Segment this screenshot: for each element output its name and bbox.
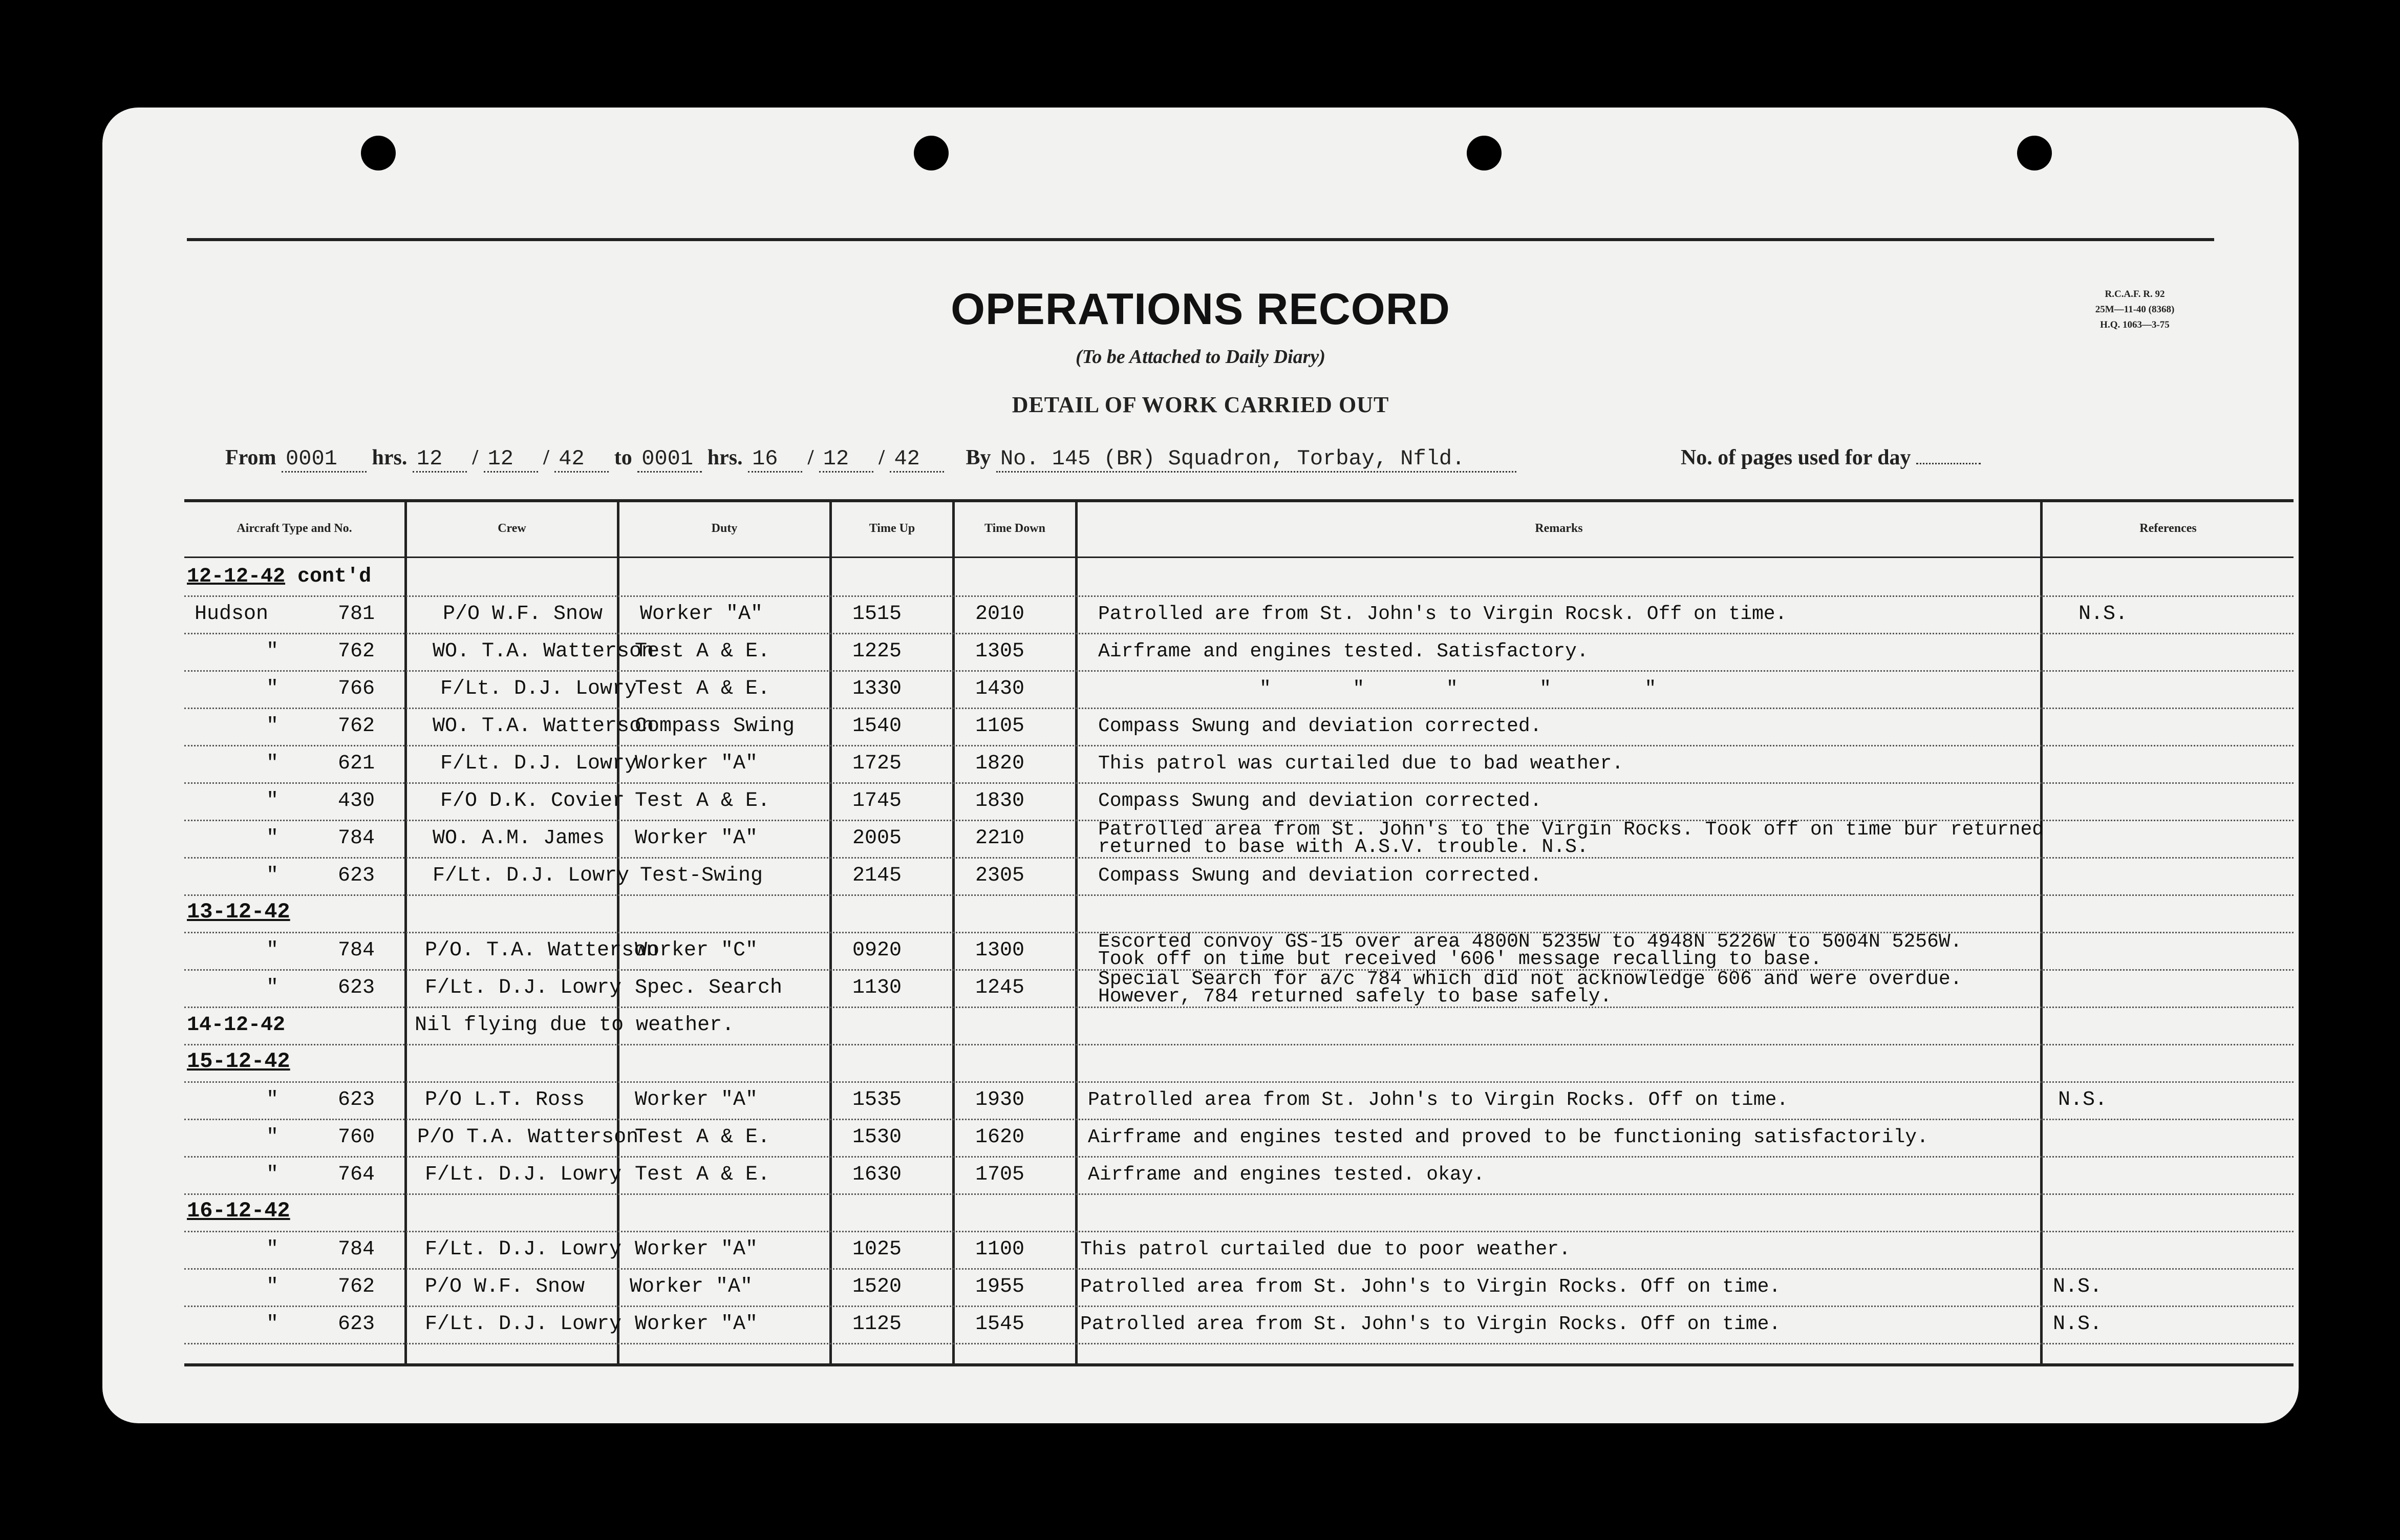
date-row xyxy=(184,1193,2294,1232)
table-row: Hudson 781 P/O W.F. Snow Worker "A" 1515 2010 Patrolled are from St. John's to Virgin Rocsk. Off on time. N.S. xyxy=(184,595,2294,634)
date-label: 15-12-42 xyxy=(187,1049,290,1074)
table-row: " 623 F/Lt. D.J. Lowry Test-Swing 2145 2305 Compass Swung and deviation corrected. xyxy=(184,857,2294,896)
col-references: References xyxy=(2139,522,2197,535)
date-row xyxy=(184,894,2294,933)
date-label: 13-12-42 xyxy=(187,900,290,924)
table-row: " 430 F/O D.K. Covier Test A & E. 1745 1830 Compass Swung and deviation corrected. xyxy=(184,782,2294,821)
from-day: 12 xyxy=(413,446,467,473)
record-card xyxy=(102,108,2299,1423)
col-time-down: Time Down xyxy=(984,522,1045,535)
from-month: 12 xyxy=(484,446,538,473)
punch-hole xyxy=(914,136,949,170)
table-row: " 784 P/O. T.A. Watterson Worker "C" 0920 1300 Escorted convoy GS-15 over area 4800N 5235W to 4948N 5226W to 5004N 5256W. Took off on time but received '606' message recalling to base. xyxy=(184,932,2294,971)
from-time: 0001 xyxy=(282,446,367,473)
date-row: 14-12-42 Nil flying due to weather. xyxy=(184,1007,2294,1045)
to-time: 0001 xyxy=(637,446,702,473)
period-line: From 0001 hrs. 12 / 12 / 42 to 0001 hrs. 16 / 12 / 42 By No. 145 (BR) Squadron, Torbay, Nfld. No. of pages used for day xyxy=(225,445,1981,476)
date-label: 14-12-42 xyxy=(187,1014,286,1037)
table-row: " 762 P/O W.F. Snow Worker "A" 1520 1955 Patrolled area from St. John's to Virgin Rocks. Off on time. N.S. xyxy=(184,1268,2294,1307)
col-aircraft: Aircraft Type and No. xyxy=(237,522,352,535)
table-row: " 784 F/Lt. D.J. Lowry Worker "A" 1025 1100 This patrol curtailed due to poor weather. xyxy=(184,1231,2294,1270)
table-row: " 762 WO. T.A. Watterson Test A & E. 1225 1305 Airframe and engines tested. Satisfactory. xyxy=(184,633,2294,672)
table-row: " 766 F/Lt. D.J. Lowry Test A & E. 1330 1430 " " " " " xyxy=(184,670,2294,709)
date-row xyxy=(184,558,2294,597)
date-label: 12-12-42 cont'd xyxy=(187,565,372,588)
unit-name: No. 145 (BR) Squadron, Torbay, Nfld. xyxy=(996,446,1516,473)
punch-hole xyxy=(361,136,396,170)
operations-table xyxy=(184,499,2294,1367)
top-rule xyxy=(187,238,2214,241)
table-row: " 760 P/O T.A. Watterson Test A & E. 1530 1620 Airframe and engines tested and proved to be functioning satisfactorily. xyxy=(184,1119,2294,1158)
page-title: OPERATIONS RECORD xyxy=(951,285,1450,334)
date-row xyxy=(184,1044,2294,1083)
table-bottom-rule xyxy=(184,1363,2294,1366)
to-month: 12 xyxy=(819,446,873,473)
to-year: 42 xyxy=(890,446,944,473)
table-row: " 764 F/Lt. D.J. Lowry Test A & E. 1630 1705 Airframe and engines tested. okay. xyxy=(184,1156,2294,1195)
col-crew: Crew xyxy=(498,522,526,535)
punch-hole xyxy=(2017,136,2052,170)
from-year: 42 xyxy=(554,446,609,473)
form-reference: R.C.A.F. R. 92 25M—11-40 (8368) H.Q. 1063—3-75 xyxy=(2095,289,2175,330)
section-heading: DETAIL OF WORK CARRIED OUT xyxy=(1012,392,1389,417)
table-row: " 623 F/Lt. D.J. Lowry Spec. Search 1130 1245 Special Search for a/c 784 which did not acknowledge 606 and were overdue. However, 784 returned safely to base safely. xyxy=(184,969,2294,1008)
table-row: " 623 P/O L.T. Ross Worker "A" 1535 1930 Patrolled area from St. John's to Virgin Rocks. Off on time. N.S. xyxy=(184,1081,2294,1120)
table-row: " 762 WO. T.A. Watterson Compass Swing 1540 1105 Compass Swung and deviation corrected. xyxy=(184,708,2294,746)
to-day: 16 xyxy=(748,446,802,473)
table-row: " 621 F/Lt. D.J. Lowry Worker "A" 1725 1820 This patrol was curtailed due to bad weather. xyxy=(184,745,2294,784)
date-label: 16-12-42 xyxy=(187,1199,290,1223)
col-duty: Duty xyxy=(711,522,738,535)
table-row: " 623 F/Lt. D.J. Lowry Worker "A" 1125 1545 Patrolled area from St. John's to Virgin Rocks. Off on time. N.S. xyxy=(184,1306,2294,1344)
page-subtitle: (To be Attached to Daily Diary) xyxy=(1076,346,1325,368)
punch-hole xyxy=(1467,136,1502,170)
col-time-up: Time Up xyxy=(869,522,915,535)
table-row: " 784 WO. A.M. James Worker "A" 2005 2210 Patrolled area from St. John's to the Virgin Rocks. Took off on time bur returned returned to base with A.S.V. trouble. N.S. xyxy=(184,820,2294,859)
col-remarks: Remarks xyxy=(1535,522,1583,535)
